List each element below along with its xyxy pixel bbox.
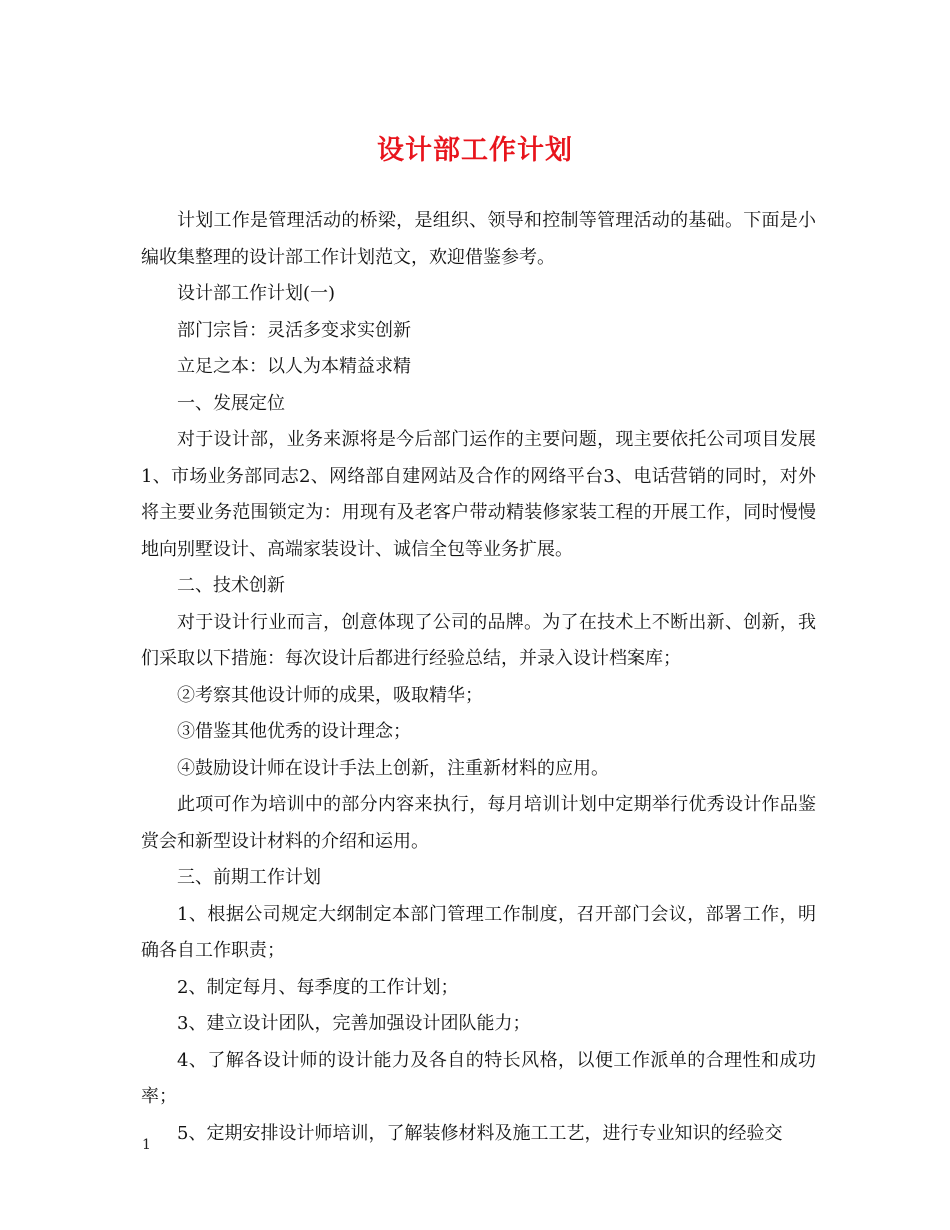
section-heading-innovation: 二、技术创新 bbox=[177, 575, 285, 596]
paragraph-plan-heading: 设计部工作计划(一) bbox=[177, 283, 336, 304]
list-item: 5、定期安排设计师培训，了解装修材料及施工工艺，进行专业知识的经验交 bbox=[177, 1122, 783, 1144]
section-heading-early-plan: 三、前期工作计划 bbox=[177, 867, 321, 888]
paragraph-intro: 计划工作是管理活动的桥梁，是组织、领导和控制等管理活动的基础。下面是小编收集整理的设计部工作计划范文，欢迎借鉴参考。 bbox=[141, 210, 816, 268]
paragraph-innovation: 对于设计行业而言，创意体现了公司的品牌。为了在技术上不断出新、创新，我们采取以下措施：每次设计后都进行经验总结，并录入设计档案库； bbox=[141, 611, 816, 669]
paragraph-positioning: 对于设计部，业务来源将是今后部门运作的主要问题，现主要依托公司项目发展1、市场业务部同志2、网络部自建网站及合作的网络平台3、电话营销的同时，对外将主要业务范围锁定为：用现有及老客户带动精装修家装工程的开展工作，同时慢慢地向别墅设计、高端家装设计、诚信全包等业务扩展。 bbox=[141, 429, 816, 560]
list-item: 4、了解各设计师的设计能力及各自的特长风格，以便工作派单的合理性和成功率； bbox=[141, 1049, 816, 1107]
paragraph-training: 此项可作为培训中的部分内容来执行，每月培训计划中定期举行优秀设计作品鉴赏会和新型设计材料的介绍和运用。 bbox=[141, 794, 816, 852]
list-item: 2、制定每月、每季度的工作计划； bbox=[177, 976, 459, 998]
document-body bbox=[141, 203, 816, 1152]
list-item: ④鼓励设计师在设计手法上创新，注重新材料的应用。 bbox=[177, 757, 609, 779]
paragraph-department-purpose: 部门宗旨：灵活多变求实创新 bbox=[177, 319, 411, 341]
page-number: 1 bbox=[142, 1137, 151, 1153]
document-title: 设计部工作计划 bbox=[377, 135, 573, 166]
list-item: 1、根据公司规定大纲制定本部门管理工作制度，召开部门会议，部署工作，明确各自工作职责； bbox=[141, 903, 816, 961]
list-item: ③借鉴其他优秀的设计理念； bbox=[177, 721, 411, 742]
section-heading-positioning: 一、发展定位 bbox=[177, 392, 285, 414]
paragraph-foundation: 立足之本：以人为本精益求精 bbox=[177, 356, 411, 377]
list-item: 3、建立设计团队，完善加强设计团队能力； bbox=[177, 1013, 531, 1034]
list-item: ②考察其他设计师的成果，吸取精华； bbox=[177, 684, 483, 706]
